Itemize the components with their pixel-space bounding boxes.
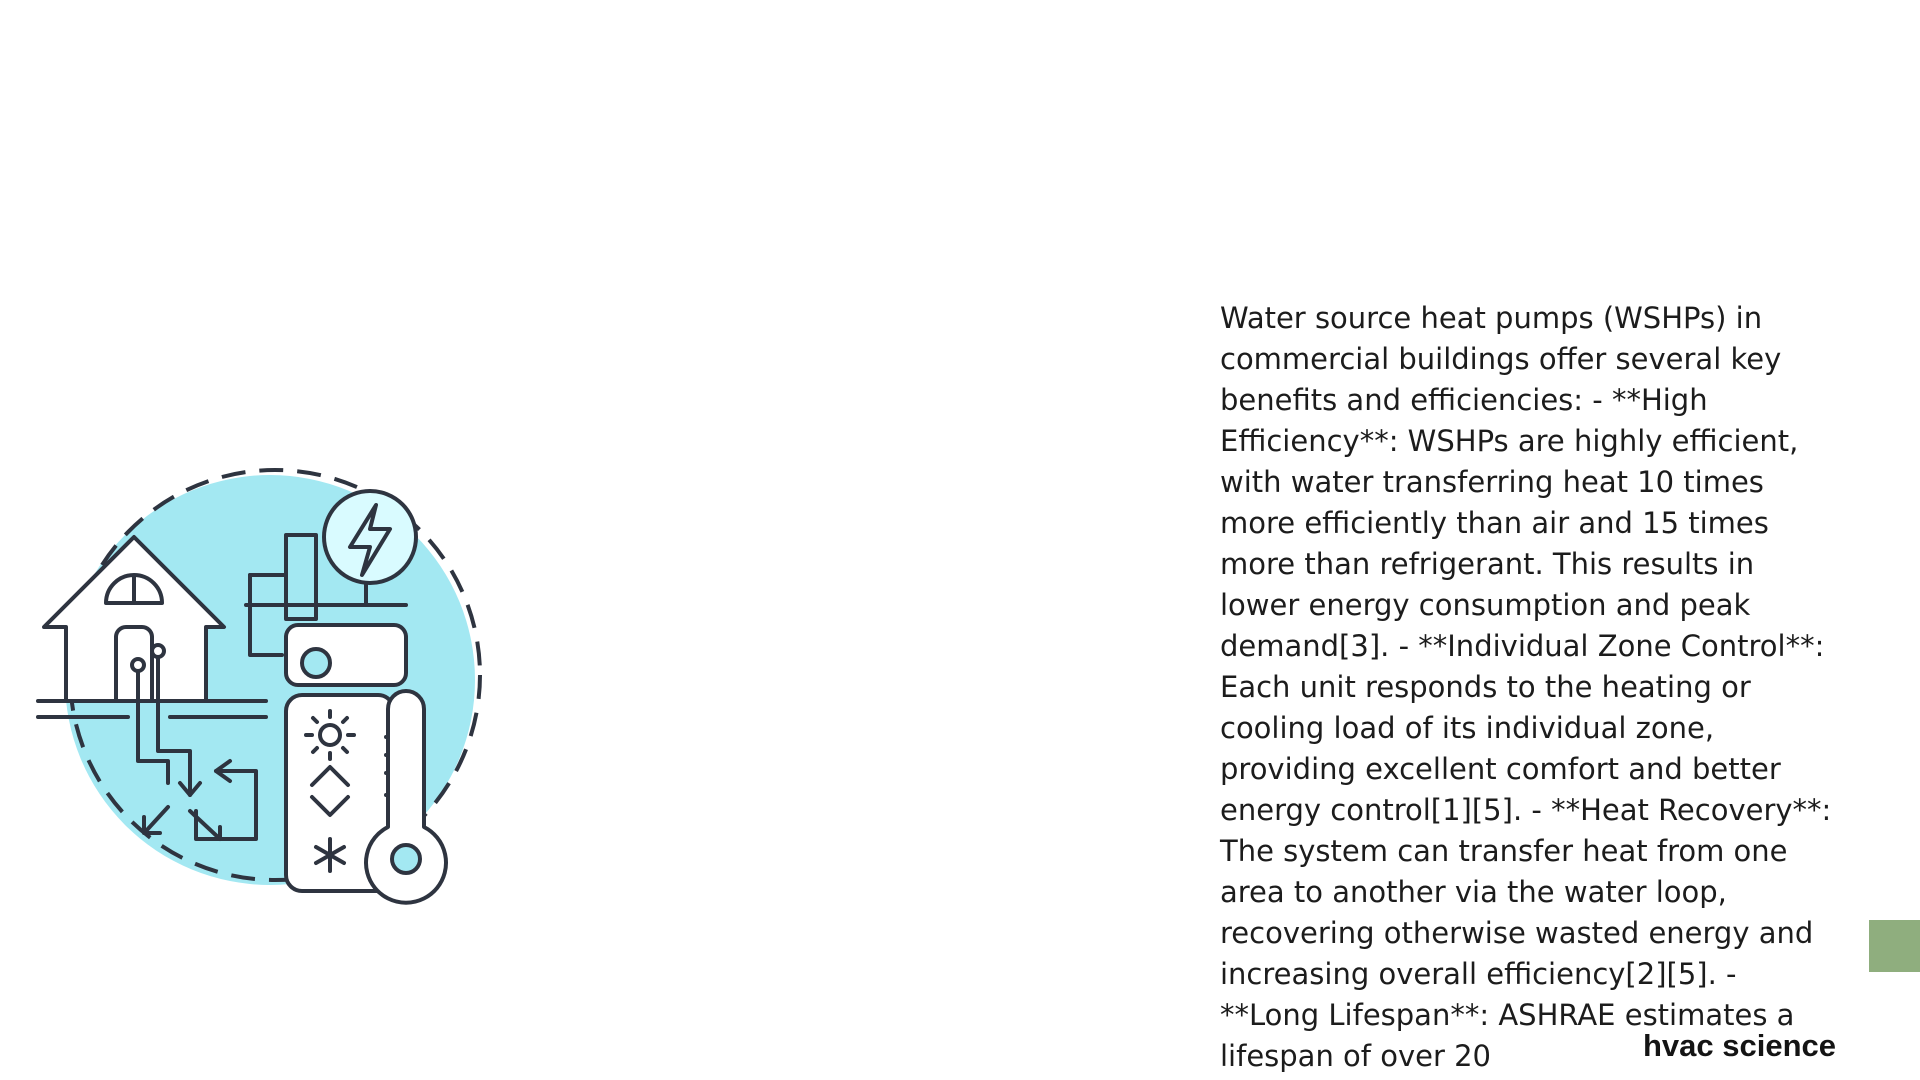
lightning-bolt-icon — [324, 491, 416, 583]
brand-watermark: hvac science — [1643, 1028, 1837, 1063]
accent-block — [1869, 920, 1920, 972]
heat-pump-illustration — [30, 455, 500, 905]
body-paragraph: Water source heat pumps (WSHPs) in commercial buildings offer several key benefits and efficiencies: - **High Efficiency**: WSHPs are highly efficient, with water transferring heat 10 times more efficiently than air and 15 times more than refrigerant. This results in lower energy consumption and peak demand[3]. - **Individual Zone Control**: Each unit responds to the heating or cooling load of its individual zone, providing excellent comfort and better energy control[1][5]. - **Heat Recovery**: The system can transfer heat from one area to another via the water loop, recovering otherwise wasted energy and increasing overall efficiency[2][5]. - **Long Lifespan**: ASHRAE estimates a lifespan of over 20 — [1220, 301, 1832, 1073]
